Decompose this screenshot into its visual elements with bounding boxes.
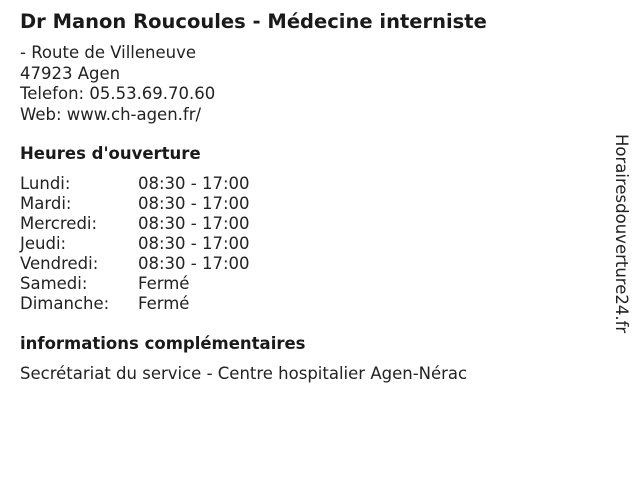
hours-time: 08:30 - 17:00: [138, 174, 250, 193]
hours-time: 08:30 - 17:00: [138, 214, 250, 233]
address-block: [20, 43, 215, 125]
hours-row: [20, 194, 250, 214]
hours-day: Dimanche:: [20, 294, 110, 313]
street-line: - Route de Villeneuve: [20, 43, 197, 62]
site-watermark: Horairesdouverture24.fr: [612, 134, 631, 334]
hours-time: 08:30 - 17:00: [138, 254, 250, 273]
hours-time: 08:30 - 17:00: [138, 234, 250, 253]
hours-row: [20, 294, 250, 314]
city-line: 47923 Agen: [20, 63, 121, 83]
hours-row: [20, 234, 250, 254]
hours-table: [20, 174, 250, 314]
info-text: Secrétariat du service - Centre hospitalier Agen-Nérac: [20, 364, 468, 383]
hours-day: Lundi:: [20, 174, 71, 193]
hours-day: Jeudi:: [20, 234, 67, 253]
page-title: Dr Manon Roucoules - Médecine interniste: [20, 10, 487, 33]
hours-day: Vendredi:: [20, 254, 99, 273]
web-line: Web: www.ch-agen.fr/: [20, 104, 202, 124]
hours-time: Fermé: [138, 274, 190, 293]
hours-row: [20, 174, 250, 194]
hours-day: Samedi:: [20, 274, 88, 293]
hours-row: [20, 274, 250, 294]
hours-day: Mardi:: [20, 194, 72, 213]
info-heading: informations complémentaires: [20, 334, 306, 353]
hours-time: Fermé: [138, 294, 190, 313]
phone-line: Telefon: 05.53.69.70.60: [20, 84, 216, 103]
hours-time: 08:30 - 17:00: [138, 194, 250, 213]
hours-heading: Heures d'ouverture: [20, 144, 201, 163]
hours-row: [20, 254, 250, 274]
hours-row: [20, 214, 250, 234]
hours-day: Mercredi:: [20, 214, 98, 233]
